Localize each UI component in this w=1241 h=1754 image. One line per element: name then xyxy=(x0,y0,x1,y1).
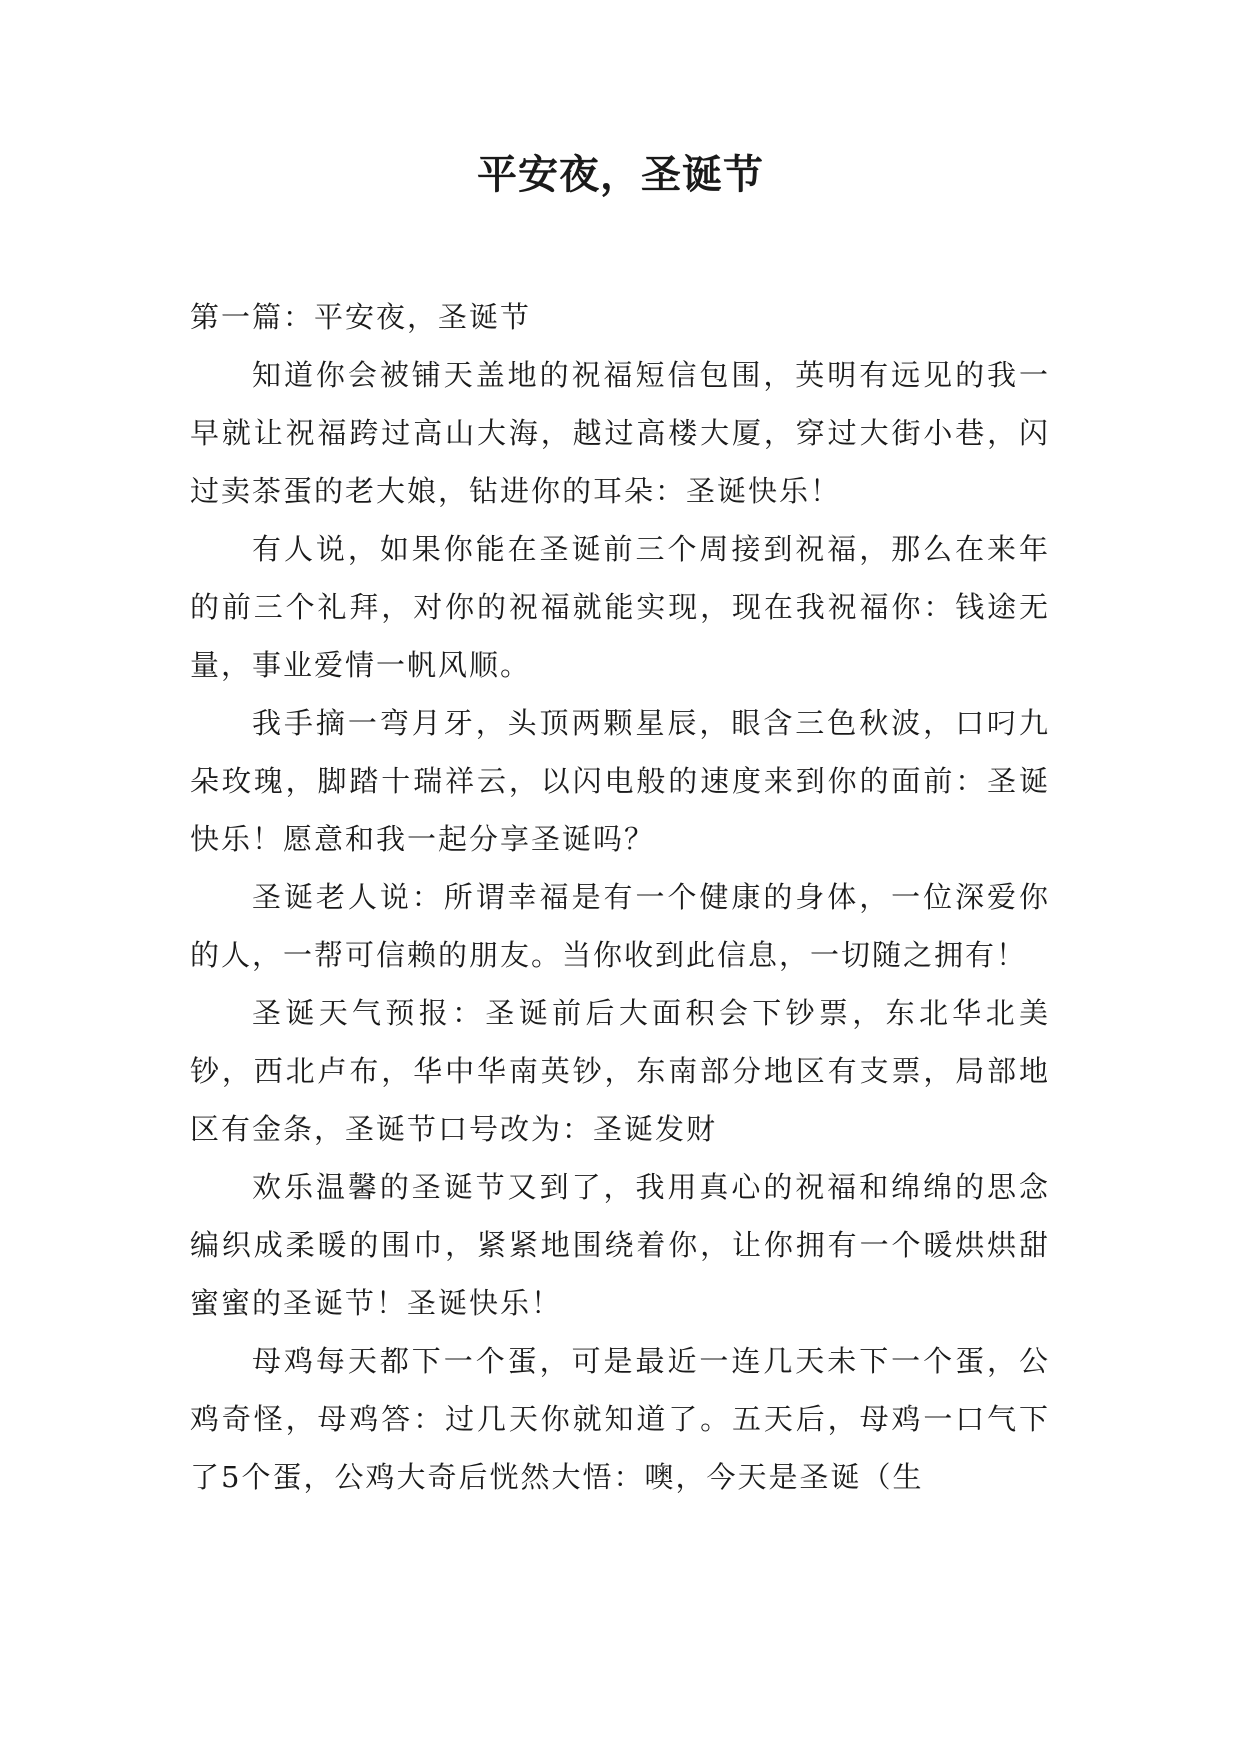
paragraph-4: 圣诞老人说：所谓幸福是有一个健康的身体，一位深爱你的人，一帮可信赖的朋友。当你收到此信息，一切随之拥有！ xyxy=(190,880,1050,972)
document-title: 平安夜，圣诞节 xyxy=(477,152,764,198)
paragraph-2: 有人说，如果你能在圣诞前三个周接到祝福，那么在来年的前三个礼拜，对你的祝福就能实现，现在我祝福你：钱途无量，事业爱情一帆风顺。 xyxy=(190,532,1050,682)
section-heading: 第一篇：平安夜，圣诞节 xyxy=(190,300,532,334)
paragraph-5: 圣诞天气预报：圣诞前后大面积会下钞票，东北华北美钞，西北卢布，华中华南英钞，东南部分地区有支票，局部地区有金条，圣诞节口号改为：圣诞发财 xyxy=(190,996,1050,1146)
paragraph-7: 母鸡每天都下一个蛋，可是最近一连几天未下一个蛋，公鸡奇怪，母鸡答：过几天你就知道了。五天后，母鸡一口气下了5个蛋，公鸡大奇后恍然大悟：噢，今天是圣诞（生 xyxy=(190,1344,1050,1494)
paragraph-1: 知道你会被铺天盖地的祝福短信包围，英明有远见的我一早就让祝福跨过高山大海，越过高楼大厦，穿过大街小巷，闪过卖茶蛋的老大娘，钻进你的耳朵：圣诞快乐！ xyxy=(190,358,1050,508)
paragraph-3: 我手摘一弯月牙，头顶两颗星辰，眼含三色秋波，口叼九朵玫瑰，脚踏十瑞祥云，以闪电般的速度来到你的面前：圣诞快乐！愿意和我一起分享圣诞吗？ xyxy=(190,706,1050,856)
document-body xyxy=(190,288,1050,1506)
paragraph-6: 欢乐温馨的圣诞节又到了，我用真心的祝福和绵绵的思念编织成柔暖的围巾，紧紧地围绕着你，让你拥有一个暖烘烘甜蜜蜜的圣诞节！圣诞快乐！ xyxy=(190,1170,1050,1320)
